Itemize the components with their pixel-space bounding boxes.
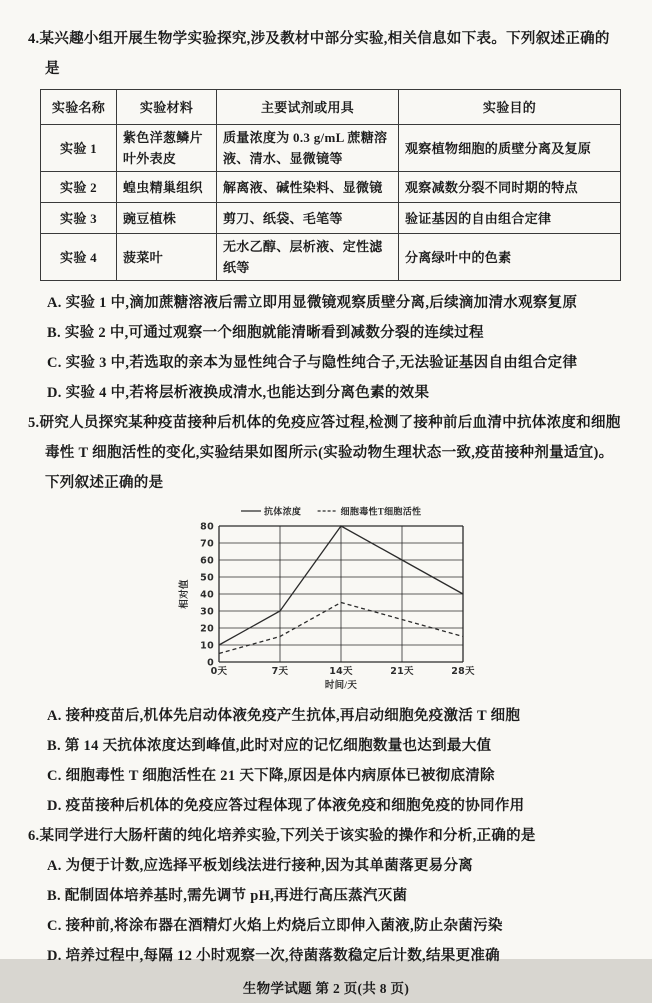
question-4-option-a: A. 实验 1 中,滴加蔗糖溶液后需立即用显微镜观察质壁分离,后续滴加清水观察复原: [47, 295, 578, 311]
question-6-option-b: B. 配制固体培养基时,需先调节 pH,再进行高压蒸汽灭菌: [47, 888, 408, 904]
cell-exp2-material: 蝗虫精巢组织: [117, 172, 217, 203]
cell-exp2-name: 实验 2: [41, 172, 117, 203]
question-5-stem: 5.研究人员探究某种疫苗接种后机体的免疫应答过程,检测了接种前后血清中抗体浓度和细胞毒性 T 细胞活性的变化,实验结果如图所示(实验动物生理状态一致,疫苗接种剂量适宜)。下列叙述正确的是: [28, 415, 621, 491]
question-6-option-d: D. 培养过程中,每隔 12 小时观察一次,待菌落数稳定后计数,结果更准确: [47, 948, 500, 964]
svg-text:70: 70: [200, 538, 214, 550]
table-row: [41, 172, 621, 203]
svg-text:50: 50: [200, 572, 214, 584]
question-5-option-b: B. 第 14 天抗体浓度达到峰值,此时对应的记忆细胞数量也达到最大值: [47, 738, 492, 754]
question-4-option-b: B. 实验 2 中,可通过观察一个细胞就能清晰看到减数分裂的连续过程: [47, 325, 484, 341]
cell-exp1-name: 实验 1: [41, 125, 117, 172]
question-6-option-c: C. 接种前,将涂布器在酒精灯火焰上灼烧后立即伸入菌液,防止杂菌污染: [47, 918, 503, 934]
cell-exp3-material: 豌豆植株: [117, 203, 217, 234]
cell-exp4-reagents: 无水乙醇、层析液、定性滤纸等: [217, 234, 399, 281]
table-header-row: [41, 90, 621, 125]
question-6-option-a: A. 为便于计数,应选择平板划线法进行接种,因为其单菌落更易分离: [47, 858, 474, 874]
question-4-option-d: D. 实验 4 中,若将层析液换成清水,也能达到分离色素的效果: [47, 385, 430, 401]
question-5-option-d: D. 疫苗接种后机体的免疫应答过程体现了体液免疫和细胞免疫的协同作用: [47, 798, 525, 814]
svg-text:抗体浓度: 抗体浓度: [264, 506, 302, 517]
svg-text:细胞毒性T细胞活性: 细胞毒性T细胞活性: [340, 506, 422, 517]
question-5-option-c: C. 细胞毒性 T 细胞活性在 21 天下降,原因是体内病原体已被彻底清除: [47, 768, 495, 784]
svg-text:0天: 0天: [210, 666, 228, 677]
svg-text:40: 40: [200, 589, 214, 601]
svg-text:14天: 14天: [329, 666, 353, 677]
svg-text:7天: 7天: [271, 666, 289, 677]
table-row: [41, 125, 621, 172]
svg-text:80: 80: [200, 521, 214, 533]
col-header-purpose: 实验目的: [399, 90, 621, 125]
svg-text:28天: 28天: [451, 666, 475, 677]
page-footer: 生物学试题 第 2 页(共 8 页): [242, 981, 410, 996]
svg-text:时间/天: 时间/天: [324, 681, 358, 691]
cell-exp4-purpose: 分离绿叶中的色素: [399, 234, 621, 281]
cell-exp1-material: 紫色洋葱鳞片叶外表皮: [117, 125, 217, 172]
cell-exp3-reagents: 剪刀、纸袋、毛笔等: [217, 203, 399, 234]
cell-exp4-material: 菠菜叶: [117, 234, 217, 281]
immune-response-chart: [175, 500, 477, 698]
cell-exp3-purpose: 验证基因的自由组合定律: [399, 203, 621, 234]
table-row: [41, 234, 621, 281]
col-header-experiment-name: 实验名称: [41, 90, 117, 125]
svg-text:0: 0: [207, 657, 214, 669]
chart-container: [28, 500, 624, 698]
col-header-reagents: 主要试剂或用具: [217, 90, 399, 125]
svg-text:21天: 21天: [390, 666, 414, 677]
svg-text:20: 20: [200, 623, 214, 635]
col-header-material: 实验材料: [117, 90, 217, 125]
experiment-table: [40, 89, 621, 281]
cell-exp1-purpose: 观察植物细胞的质壁分离及复原: [399, 125, 621, 172]
cell-exp2-reagents: 解离液、碱性染料、显微镜: [217, 172, 399, 203]
table-row: [41, 203, 621, 234]
svg-text:相对值: 相对值: [180, 579, 190, 609]
question-4-option-c: C. 实验 3 中,若选取的亲本为显性纯合子与隐性纯合子,无法验证基因自由组合定律: [47, 355, 578, 371]
svg-text:60: 60: [200, 555, 214, 567]
question-6-stem: 6.某同学进行大肠杆菌的纯化培养实验,下列关于该实验的操作和分析,正确的是: [28, 828, 536, 844]
cell-exp1-reagents: 质量浓度为 0.3 g/mL 蔗糖溶液、清水、显微镜等: [217, 125, 399, 172]
cell-exp2-purpose: 观察减数分裂不同时期的特点: [399, 172, 621, 203]
svg-text:30: 30: [200, 606, 214, 618]
svg-text:10: 10: [200, 640, 214, 652]
cell-exp4-name: 实验 4: [41, 234, 117, 281]
cell-exp3-name: 实验 3: [41, 203, 117, 234]
question-5-option-a: A. 接种疫苗后,机体先启动体液免疫产生抗体,再启动细胞免疫激活 T 细胞: [47, 708, 521, 724]
question-4-stem: 4.某兴趣小组开展生物学实验探究,涉及教材中部分实验,相关信息如下表。下列叙述正确的是: [28, 31, 610, 77]
